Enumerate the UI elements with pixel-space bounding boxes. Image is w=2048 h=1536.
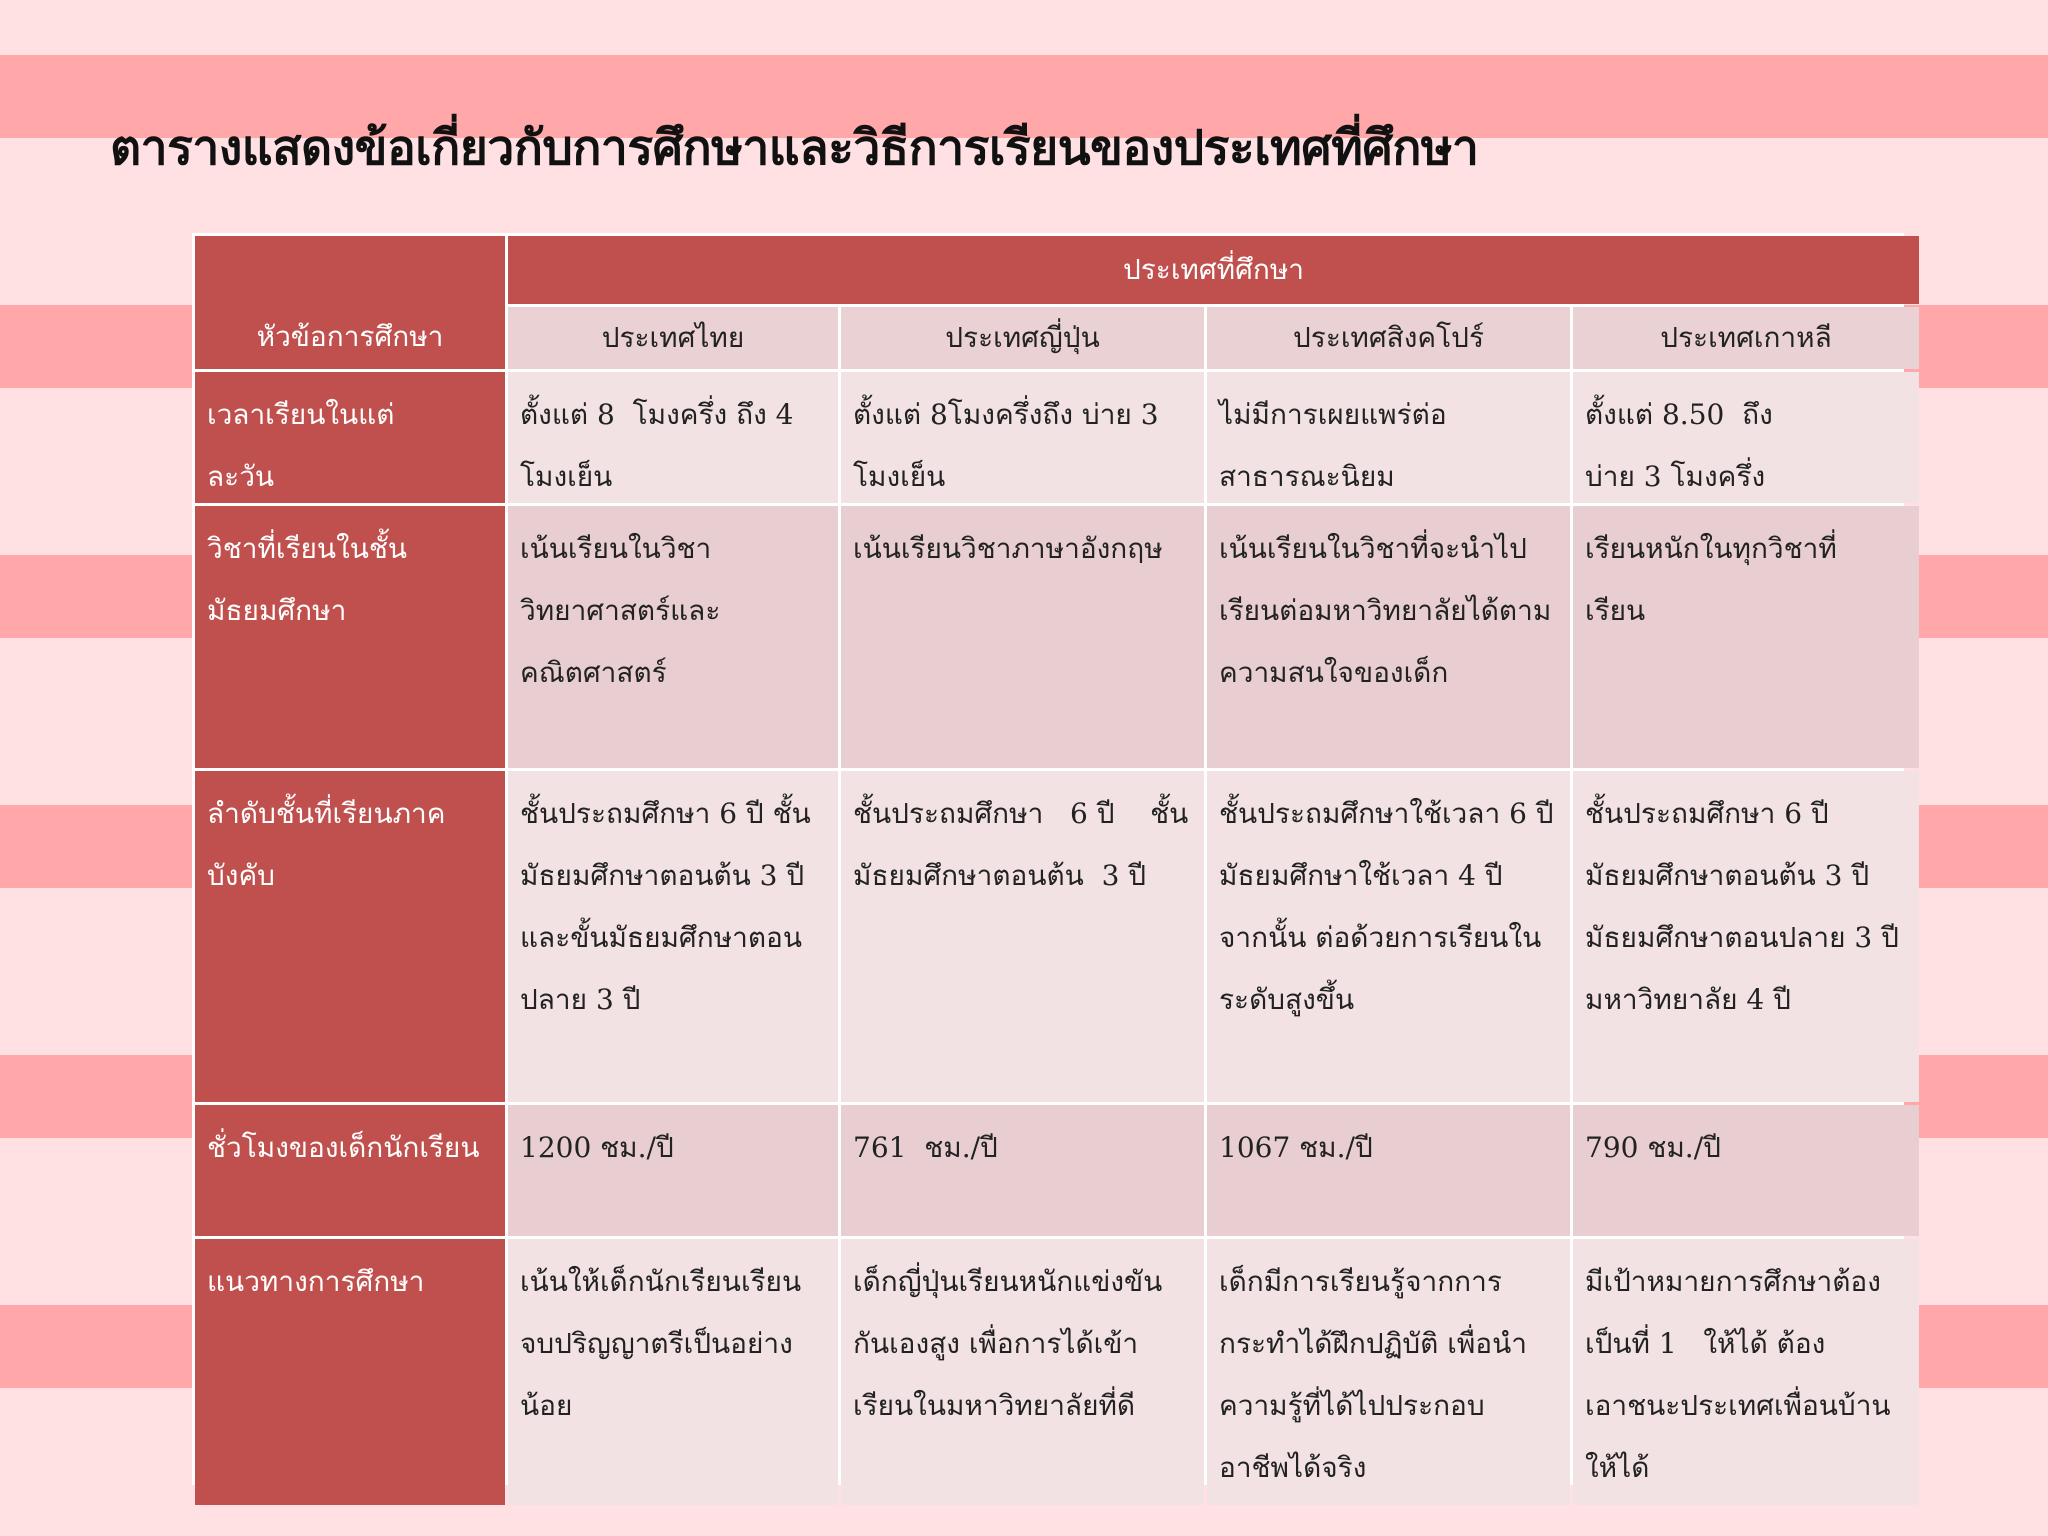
cell-line: เด็กญี่ปุ่นเรียนหนักแข่งขัน [853,1265,1163,1298]
table-cell-japan [841,372,1204,503]
row-topic-line: มัธยมศึกษา [207,594,347,627]
cell-line: โมงเย็น [853,460,946,493]
table-cell-korea [1573,372,1919,503]
cell-line: ปลาย 3 ปี [520,983,641,1016]
cell-line: ระดับสูงขึ้น [1219,983,1355,1016]
table-cell-japan [841,506,1204,768]
row-topic [195,1239,505,1505]
cell-line: เน้นเรียนวิชาภาษาอังกฤษ [853,532,1163,565]
table-cell-thailand [508,1239,838,1505]
cell-line: สาธารณะนิยม [1219,460,1395,493]
country-group-header: ประเทศที่ศึกษา [508,236,1919,304]
cell-line: มีเป้าหมายการศึกษาต้อง [1585,1265,1881,1298]
cell-line: 761 ชม./ปี [853,1131,998,1164]
cell-line: มหาวิทยาลัย 4 ปี [1585,983,1791,1016]
row-topic-line: ลำดับชั้นที่เรียนภาค [207,797,446,830]
cell-line: ไม่มีการเผยแพร่ต่อ [1219,398,1447,431]
cell-line: ความรู้ที่ได้ไปประกอบ [1219,1389,1485,1422]
table-cell-thailand [508,771,838,1102]
cell-line: มัธยมศึกษาตอนต้น 3 ปี [853,859,1147,892]
table-cell-singapore [1207,1239,1570,1505]
cell-line: กระทำได้ฝึกปฏิบัติ เพื่อนำ [1219,1327,1527,1360]
cell-line: ความสนใจของเด็ก [1219,656,1449,689]
row-topic-line: เวลาเรียนในแต่ [207,398,395,431]
cell-line: จากนั้น ต่อด้วยการเรียนใน [1219,921,1542,954]
cell-line: ตั้งแต่ 8 โมงครึ่ง ถึง 4 [520,398,794,431]
cell-line: ตั้งแต่ 8.50 ถึง [1585,398,1773,431]
cell-line: เอาชนะประเทศเพื่อนบ้าน [1585,1389,1891,1422]
table-cell-korea [1573,506,1919,768]
cell-line: เน้นเรียนในวิชาที่จะนำไป [1219,532,1527,565]
table-cell-thailand [508,372,838,503]
row-topic [195,771,505,1102]
cell-line: เน้นให้เด็กนักเรียนเรียน [520,1265,802,1298]
cell-line: เน้นเรียนในวิชา [520,532,712,565]
cell-line: เป็นที่ 1 ให้ได้ ต้อง [1585,1327,1826,1360]
page-title: ตารางแสดงข้อเกี่ยวกับการศึกษาและวิธีการเรียนของประเทศที่ศึกษา [110,120,1479,176]
cell-line: 1200 ชม./ปี [520,1131,674,1164]
table-cell-japan [841,771,1204,1102]
country-header-korea: ประเทศเกาหลี [1573,307,1919,369]
row-topic [195,372,505,503]
row-topic-line: บังคับ [207,859,275,892]
cell-line: ชั้นประถมศึกษา 6 ปี ชั้น [853,797,1189,830]
cell-line: ชั้นประถมศึกษา 6 ปี [1585,797,1829,830]
row-topic-line: วิชาที่เรียนในชั้น [207,532,408,565]
table-cell-korea [1573,771,1919,1102]
table-cell-singapore [1207,771,1570,1102]
cell-line: และขั้นมัธยมศึกษาตอน [520,921,802,954]
cell-line: โมงเย็น [520,460,613,493]
cell-line: เรียนต่อมหาวิทยาลัยได้ตาม [1219,594,1552,627]
cell-line: เรียนหนักในทุกวิชาที่ [1585,532,1837,565]
country-header-singapore: ประเทศสิงคโปร์ [1207,307,1570,369]
table-cell-thailand [508,506,838,768]
table-cell-korea [1573,1105,1919,1236]
row-topic-line: ละวัน [207,460,275,493]
cell-line: น้อย [520,1389,573,1422]
topic-column-header: หัวข้อการศึกษา [195,236,505,369]
row-topic-line: ชั่วโมงของเด็กนักเรียน [207,1131,480,1164]
cell-line: กันเองสูง เพื่อการได้เข้า [853,1327,1139,1360]
cell-line: มัธยมศึกษาตอนต้น 3 ปี [1585,859,1870,892]
cell-line: อาชีพได้จริง [1219,1451,1367,1484]
cell-line: เรียน [1585,594,1646,627]
country-header-thailand: ประเทศไทย [508,307,838,369]
cell-line: 790 ชม./ปี [1585,1131,1721,1164]
table-cell-singapore [1207,1105,1570,1236]
cell-line: คณิตศาสตร์ [520,656,667,689]
cell-line: 1067 ชม./ปี [1219,1131,1373,1164]
table-cell-japan [841,1239,1204,1505]
table-cell-singapore [1207,506,1570,768]
cell-line: วิทยาศาสตร์และ [520,594,721,627]
cell-line: ชั้นประถมศึกษา 6 ปี ชั้น [520,797,811,830]
cell-line: ให้ได้ [1585,1451,1650,1484]
cell-line: มัธยมศึกษาใช้เวลา 4 ปี [1219,859,1503,892]
table-cell-korea [1573,1239,1919,1505]
table-cell-japan [841,1105,1204,1236]
row-topic [195,1105,505,1236]
row-topic-line: แนวทางการศึกษา [207,1265,425,1298]
country-header-japan: ประเทศญี่ปุ่น [841,307,1204,369]
cell-line: จบปริญญาตรีเป็นอย่าง [520,1327,793,1360]
cell-line: เด็กมีการเรียนรู้จากการ [1219,1265,1502,1298]
cell-line: บ่าย 3 โมงครึ่ง [1585,460,1766,493]
cell-line: มัธยมศึกษาตอนต้น 3 ปี [520,859,805,892]
cell-line: เรียนในมหาวิทยาลัยที่ดี [853,1389,1136,1422]
comparison-table [192,233,1904,1485]
table-cell-singapore [1207,372,1570,503]
cell-line: มัธยมศึกษาตอนปลาย 3 ปี [1585,921,1899,954]
table-cell-thailand [508,1105,838,1236]
row-topic [195,506,505,768]
cell-line: ตั้งแต่ 8โมงครึ่งถึง บ่าย 3 [853,398,1159,431]
cell-line: ชั้นประถมศึกษาใช้เวลา 6 ปี [1219,797,1554,830]
